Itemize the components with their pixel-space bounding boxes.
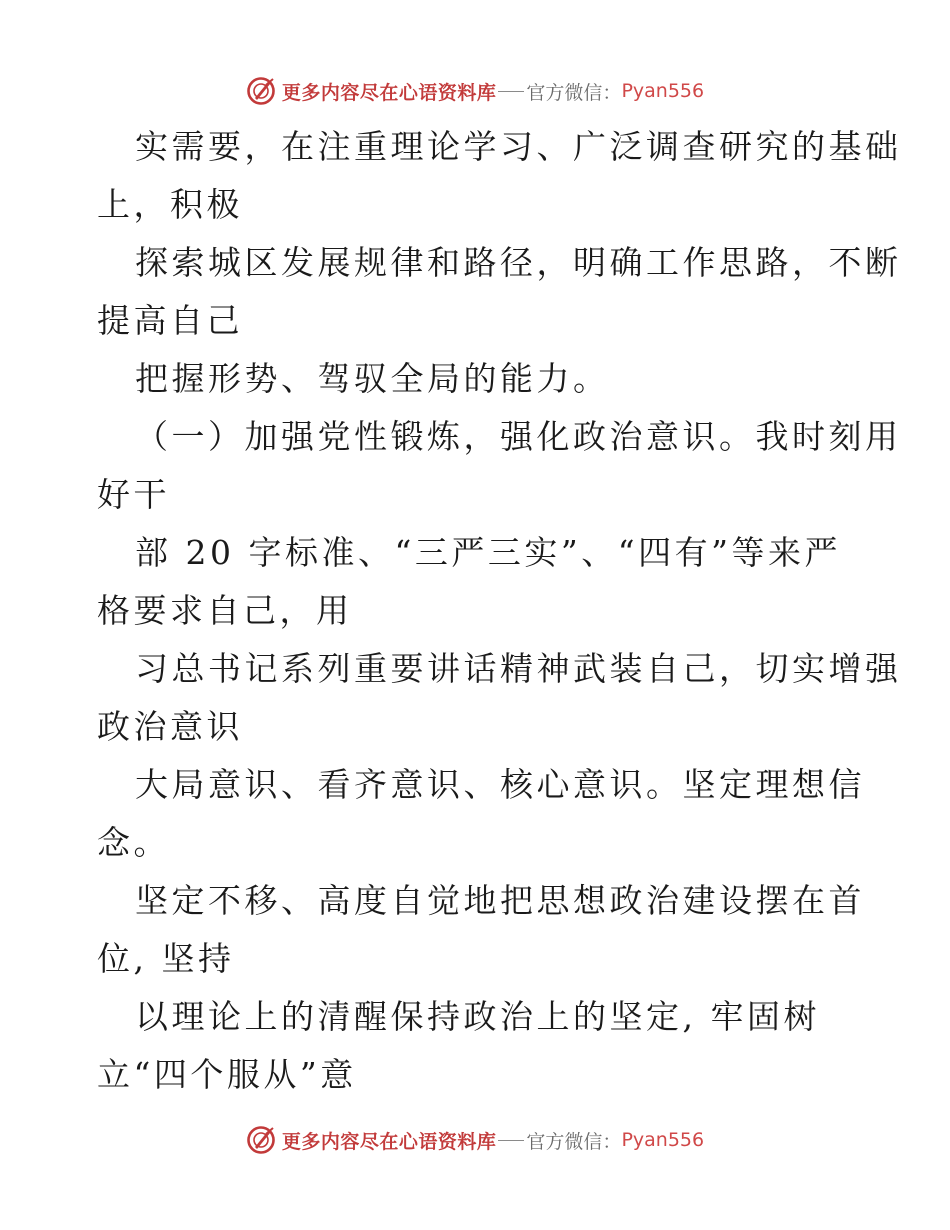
text-line: 格要求自己，用: [97, 591, 353, 630]
text-line: 大局意识、看齐意识、核心意识。坚定理想信: [135, 765, 865, 804]
logo-icon: [246, 1125, 276, 1155]
text-line: 位, 坚持: [97, 939, 235, 978]
header-watermark: [0, 71, 950, 111]
text-line: 提高自己: [97, 301, 243, 340]
text-line: 以理论上的清醒保持政治上的坚定, 牢固树: [135, 997, 820, 1036]
banner-text: 更多内容尽在心语资料库: [281, 81, 497, 104]
banner-divider: [498, 91, 524, 92]
banner-wechat-id: Pyan556: [621, 80, 705, 102]
banner-text: 更多内容尽在心语资料库: [281, 1130, 497, 1153]
text-line: 念。: [97, 823, 170, 862]
document-body: [97, 118, 902, 1104]
banner-wechat-label: 官方微信：: [526, 1130, 622, 1153]
text-line: 探索城区发展规律和路径，明确工作思路，不断: [135, 243, 902, 282]
text-line: 好干: [97, 475, 170, 514]
text-line: 习总书记系列重要讲话精神武装自己，切实增强: [135, 649, 902, 688]
text-line: （一）加强党性锻炼，强化政治意识。我时刻用: [135, 417, 902, 456]
text-line: 坚定不移、高度自觉地把思想政治建设摆在首: [135, 881, 865, 920]
text-line: 部 20 字标准、“三严三实”、“四有”等来严: [135, 533, 841, 572]
text-line: 实需要，在注重理论学习、广泛调查研究的基础: [135, 127, 902, 166]
banner-wechat-id: Pyan556: [621, 1129, 705, 1151]
banner-wechat-label: 官方微信：: [526, 81, 622, 104]
banner-divider: [498, 1140, 524, 1141]
text-line: 立“四个服从”意: [97, 1055, 357, 1094]
footer-watermark: [0, 1120, 950, 1160]
text-line: 上，积极: [97, 185, 243, 224]
text-line: 政治意识: [97, 707, 243, 746]
text-line: 把握形势、驾驭全局的能力。: [135, 359, 610, 398]
logo-icon: [246, 76, 276, 106]
